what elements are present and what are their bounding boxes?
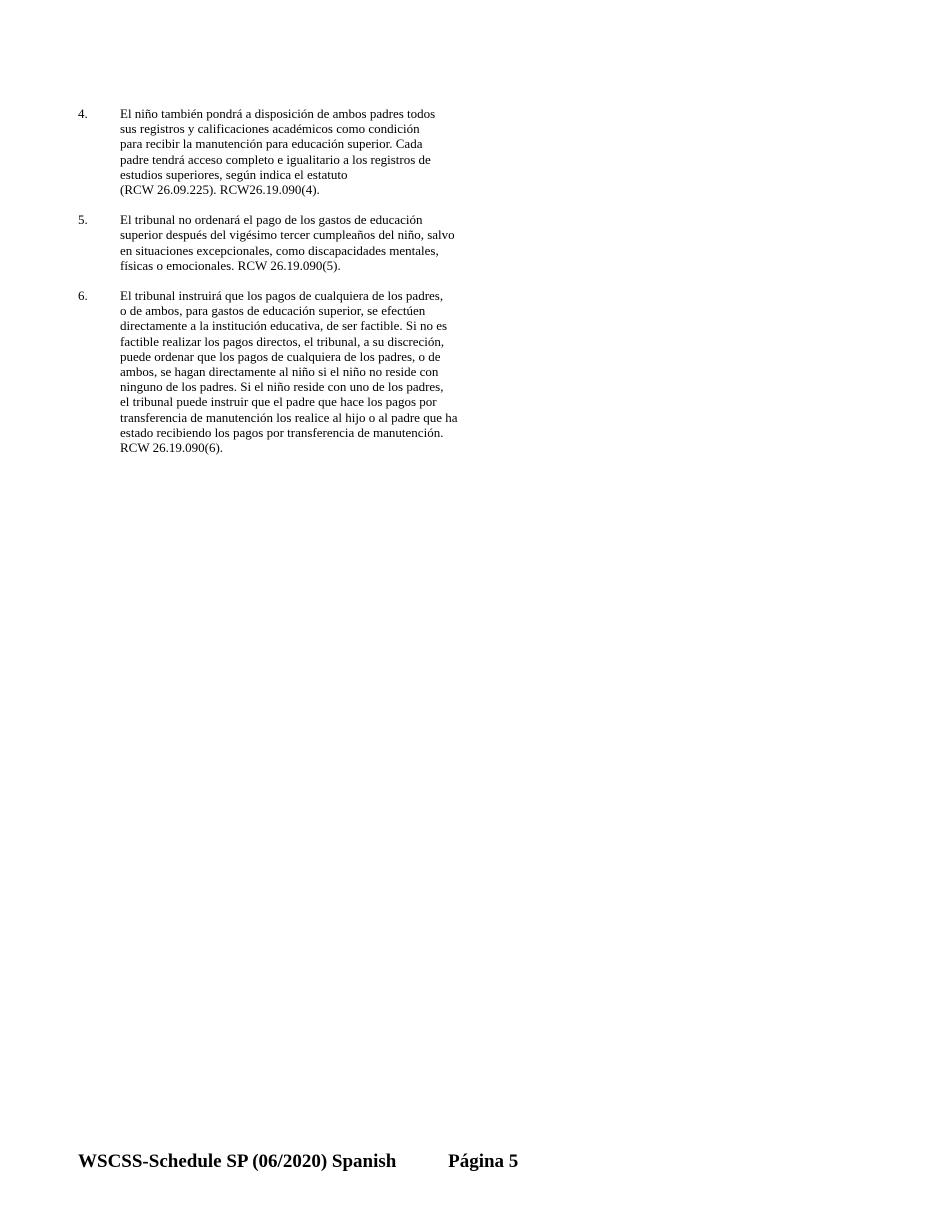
text-line: estado recibiendo los pagos por transferencia de manutención.	[120, 424, 444, 440]
text-line: El niño también pondrá a disposición de ambos padres todos	[120, 106, 436, 121]
item-text	[120, 288, 498, 455]
text-line: El tribunal instruirá que los pagos de cualquiera de los padres,	[120, 288, 444, 304]
item-number: 5.	[78, 212, 88, 228]
text-line: directamente a la institución educativa, de ser factible. Si no es	[120, 318, 448, 334]
text-line: superior después del vigésimo tercer cumpleaños del niño, salvo	[120, 227, 455, 243]
text-line: padre tendrá acceso completo e igualitario a los registros de	[120, 151, 431, 167]
item-text	[120, 212, 498, 273]
text-line: físicas o emocionales. RCW 26.19.090(5).	[120, 257, 341, 273]
text-line: ambos, se hagan directamente al niño si el niño no reside con	[120, 364, 439, 380]
item-number: 4.	[78, 106, 88, 121]
text-line: El tribunal no ordenará el pago de los gastos de educación	[120, 212, 423, 228]
text-line: para recibir la manutención para educación superior. Cada	[120, 136, 423, 152]
list-item	[78, 288, 498, 455]
form-identifier: WSCSS-Schedule SP (06/2020) Spanish	[78, 1151, 397, 1172]
text-line: estudios superiores, según indica el estatuto	[120, 166, 348, 182]
text-line: transferencia de manutención los realice al hijo o al padre que ha	[120, 409, 458, 425]
text-line: en situaciones excepcionales, como discapacidades mentales,	[120, 242, 439, 258]
text-line: RCW 26.19.090(6).	[120, 440, 224, 456]
text-line: el tribunal puede instruir que el padre que hace los pagos por	[120, 394, 437, 410]
page-number: Página 5	[448, 1151, 519, 1172]
list-item	[78, 212, 498, 273]
text-line: factible realizar los pagos directos, el tribunal, a su discreción,	[120, 333, 445, 349]
text-line: ninguno de los padres. Si el niño reside con uno de los padres,	[120, 379, 444, 395]
text-line: (RCW 26.09.225). RCW26.19.090(4).	[120, 182, 320, 198]
text-line: sus registros y calificaciones académicos como condición	[120, 121, 420, 137]
numbered-list	[78, 106, 498, 470]
item-text	[120, 106, 498, 197]
text-line: o de ambos, para gastos de educación superior, se efectúen	[120, 303, 426, 319]
page-footer	[78, 1150, 518, 1174]
text-line: puede ordenar que los pagos de cualquiera de los padres, o de	[120, 348, 441, 364]
list-item	[78, 106, 498, 197]
item-number: 6.	[78, 288, 88, 304]
